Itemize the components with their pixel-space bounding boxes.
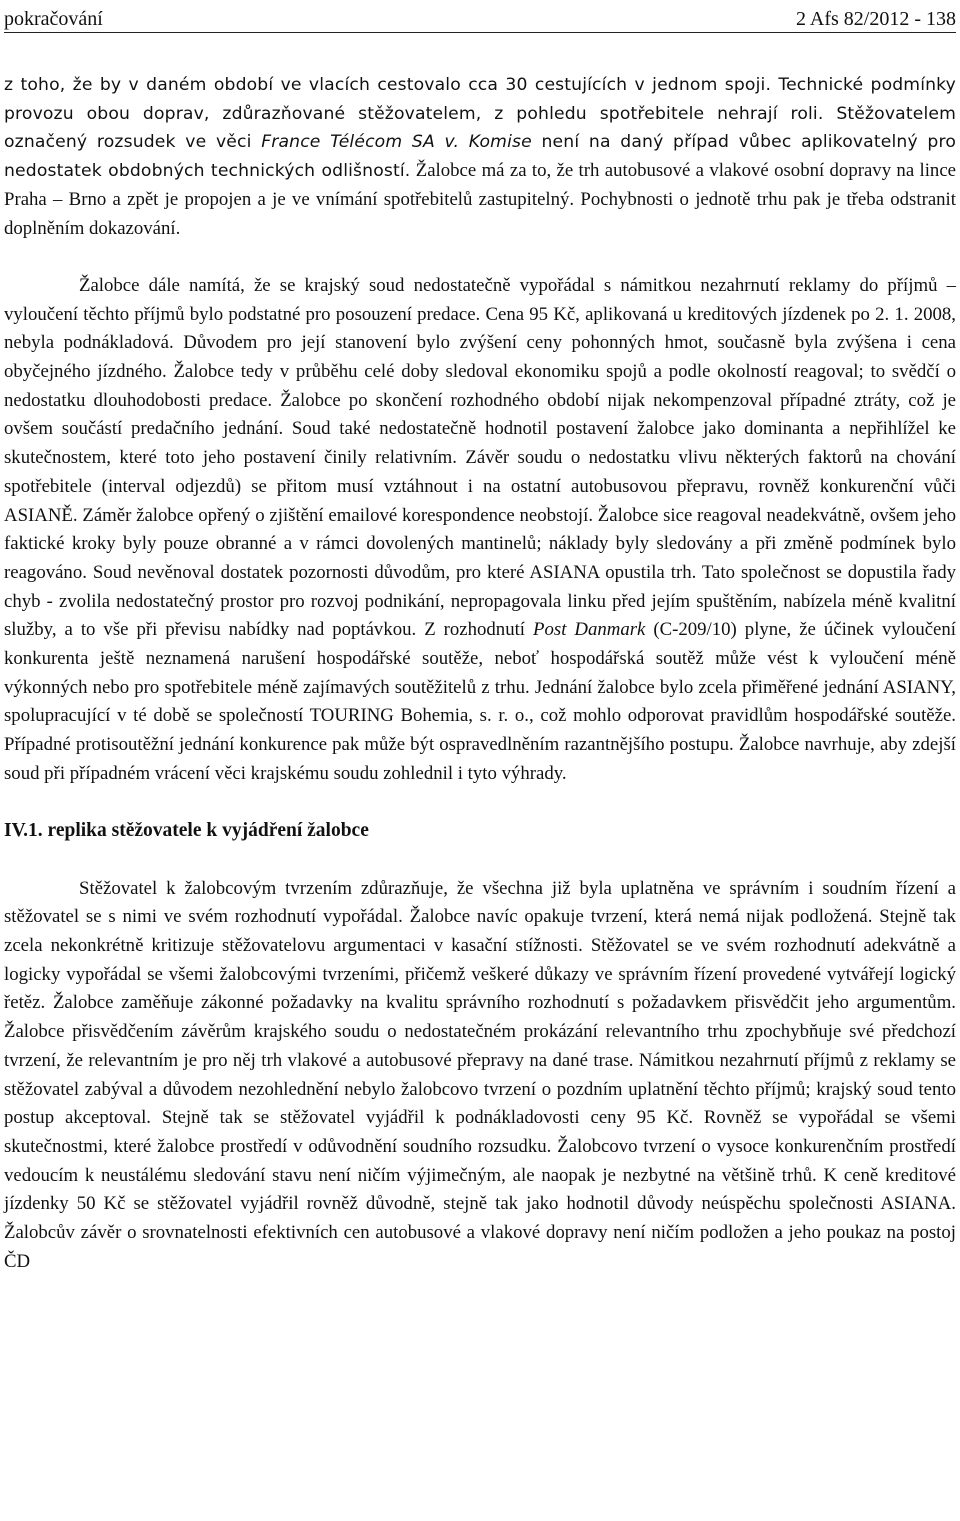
paragraph-3: Stěžovatel k žalobcovým tvrzením zdůrazňuje, že všechna již byla uplatněna ve správním i soudním řízení a stěžovatel se s nimi ve svém rozhodnutí vypořádal. Žalobce navíc opakuje tvrzení, která nemá nijak podložená. Stejně tak zcela nekonkrétně kritizuje stěžovatelovu argumentaci v kasační stížnosti. Stěžovatel se ve svém rozhodnutí adekvátně a logicky vypořádal se všemi žalobcovými tvrzeními, přičemž veškeré důkazy ve správním řízení provedené vytvářejí logický řetěz. Žalobce zaměňuje zákonné požadavky na kvalitu správního rozhodnutí s požadavkem přisvědčit jeho argumentům. Žalobce přisvědčením závěrům krajského soudu o nedostatečném prokázání relevantního trhu zpochybňuje své předchozí tvrzení, že relevantním je pro něj trh vlakové a autobusové přepravy na dané trase. Námitkou nezahrnutí příjmů z reklamy se stěžovatel zabýval a důvodem nezohlednění nebylo žalobcovo tvrzení o pozdním uplatnění těchto příjmů; krajský soud tento postup akceptoval. Stejně tak se stěžovatel vyjádřil k podnákladovosti ceny 95 Kč. Rovněž se vypořádal se všemi skutečnostmi, které žalobce prostředí v odůvodnění soudního rozsudku. Žalobcovo tvrzení o vysoce konkurenčním prostředí vedoucím k neustálému sledování stavu není ničím výjimečným, ale naopak je nezbytné na většině trhů. K ceně kreditové jízdenky 50 Kč se stěžovatel vyjádřil rovněž důvodně, stejně tak jako hodnotil důvody neúspěchu společnosti ASIANA. Žalobcův závěr o srovnatelnosti efektivních cen autobusové a vlakové dopravy není ničím podložen a jeho poukaz na postoj ČD bbox=[4, 877, 956, 1272]
section-heading: IV.1. replika stěžovatele k vyjádření žalobce bbox=[4, 820, 369, 842]
paragraph-2-text-a: Žalobce dále namítá, že se krajský soud nedostatečně vypořádal s námitkou nezahrnutí reklamy do příjmů – vyloučení těchto příjmů bylo podstatné pro posouzení predace. Cena 95 Kč, aplikovaná u kreditových jízdenek po 2. 1. 2008, nebyla podnákladová. Důvodem pro její stanovení bylo zvýšení ceny pohonných hmot, současně byla zvýšena i cena obyčejného jízdného. Žalobce tedy v průběhu celé doby sledoval ekonomiku spojů a podle okolností reagoval; to svědčí o nedostatku dlouhodobosti predace. Žalobce po skončení rozhodného období nijak nekompenzoval případné ztráty, což je ovšem součástí predačního jednání. Soud také nedostatečně hodnotil postavení žalobce jako dominanta a nepřihlížel ke skutečnostem, které toto jeho postavení činily relativním. Závěr soudu o nedostatku vlivu některých faktorů na chování spotřebitele (interval odjezdů) se přitom musí vztáhnout i na ostatní autobusovou přepravu, rovněž konkurenční vůči ASIANĚ. Záměr žalobce opřený o zjištění emailové korespondence neobstojí. Žalobce sice reagoval neadekvátně, ovšem jeho faktické kroky byly pouze obranné a v rámci dovolených mantinelů; náklady byly sledovány a při změně podmínek bylo reagováno. Soud nevěnoval dostatek pozornosti důvodům, pro které ASIANA opustila trh. Tato společnost se dopustila řady chyb - zvolila nedostatečný prostor pro rozvoj podnikání, nepropagovala linku před jejím spuštěním, nabízela méně kvalitní služby, a to vše při převisu nabídky nad poptávkou. Z rozhodnutí bbox=[4, 274, 956, 641]
header-case-number: 2 Afs 82/2012 - 138 bbox=[796, 8, 956, 30]
paragraph-2-text-c: (C-209/10) plyne, že účinek vyloučení konkurenta ještě neznamená narušení hospodářské soutěže, neboť hospodářská soutěž může vést k vyloučení méně výkonných nebo pro spotřebitele méně zajímavých soutěžitelů z trhu. Jednání žalobce bylo zcela přiměřené jednání ASIANY, spolupracující v té době se společností TOURING Bohemia, s. r. o., což mohlo odporovat pravidlům hospodářské soutěže. Případné protisoutěžní jednání konkurence pak může být ospravedlněním razantnějšího postupu. Žalobce navrhuje, aby zdejší soud při případném vrácení věci krajskému soudu zohlednil i tyto výhrady. bbox=[4, 619, 957, 784]
paragraph-1-case-name: France Télécom SA v. Komise bbox=[261, 132, 532, 153]
header-continuation-label: pokračování bbox=[4, 8, 103, 30]
document-body bbox=[4, 71, 956, 1276]
paragraph-2 bbox=[4, 272, 956, 789]
document-page bbox=[4, 0, 956, 1276]
paragraph-2-case-name: Post Danmark bbox=[533, 619, 646, 641]
page-header bbox=[4, 0, 956, 33]
paragraph-1-text-d: Žalobce má za to, že trh autobusové a vlakové osobní dopravy na lince Praha – Brno a zpět je propojen a je ve vnímání spotřebitelů zastupitelný. Pochybnosti o jednotě trhu pak je třeba odstranit doplněním dokazování. bbox=[4, 160, 956, 239]
paragraph-1-text-a: z toho, že by v daném období ve vlacích cestovalo cca 30 cestujících v jednom spoji. Technické podmínky provozu obou doprav, zdůrazňované stěžovatelem, z pohledu spotřebitele nehrají roli. Stěžovatelem označený rozsudek ve věci bbox=[4, 75, 956, 153]
paragraph-1-text-c: není na daný případ vůbec aplikovatelný pro nedostatek obdobných technických odlišností. bbox=[4, 132, 956, 182]
paragraph-spacer bbox=[4, 846, 956, 875]
paragraph-1 bbox=[4, 71, 956, 243]
paragraph-spacer bbox=[4, 243, 956, 272]
paragraph-spacer bbox=[4, 789, 956, 818]
